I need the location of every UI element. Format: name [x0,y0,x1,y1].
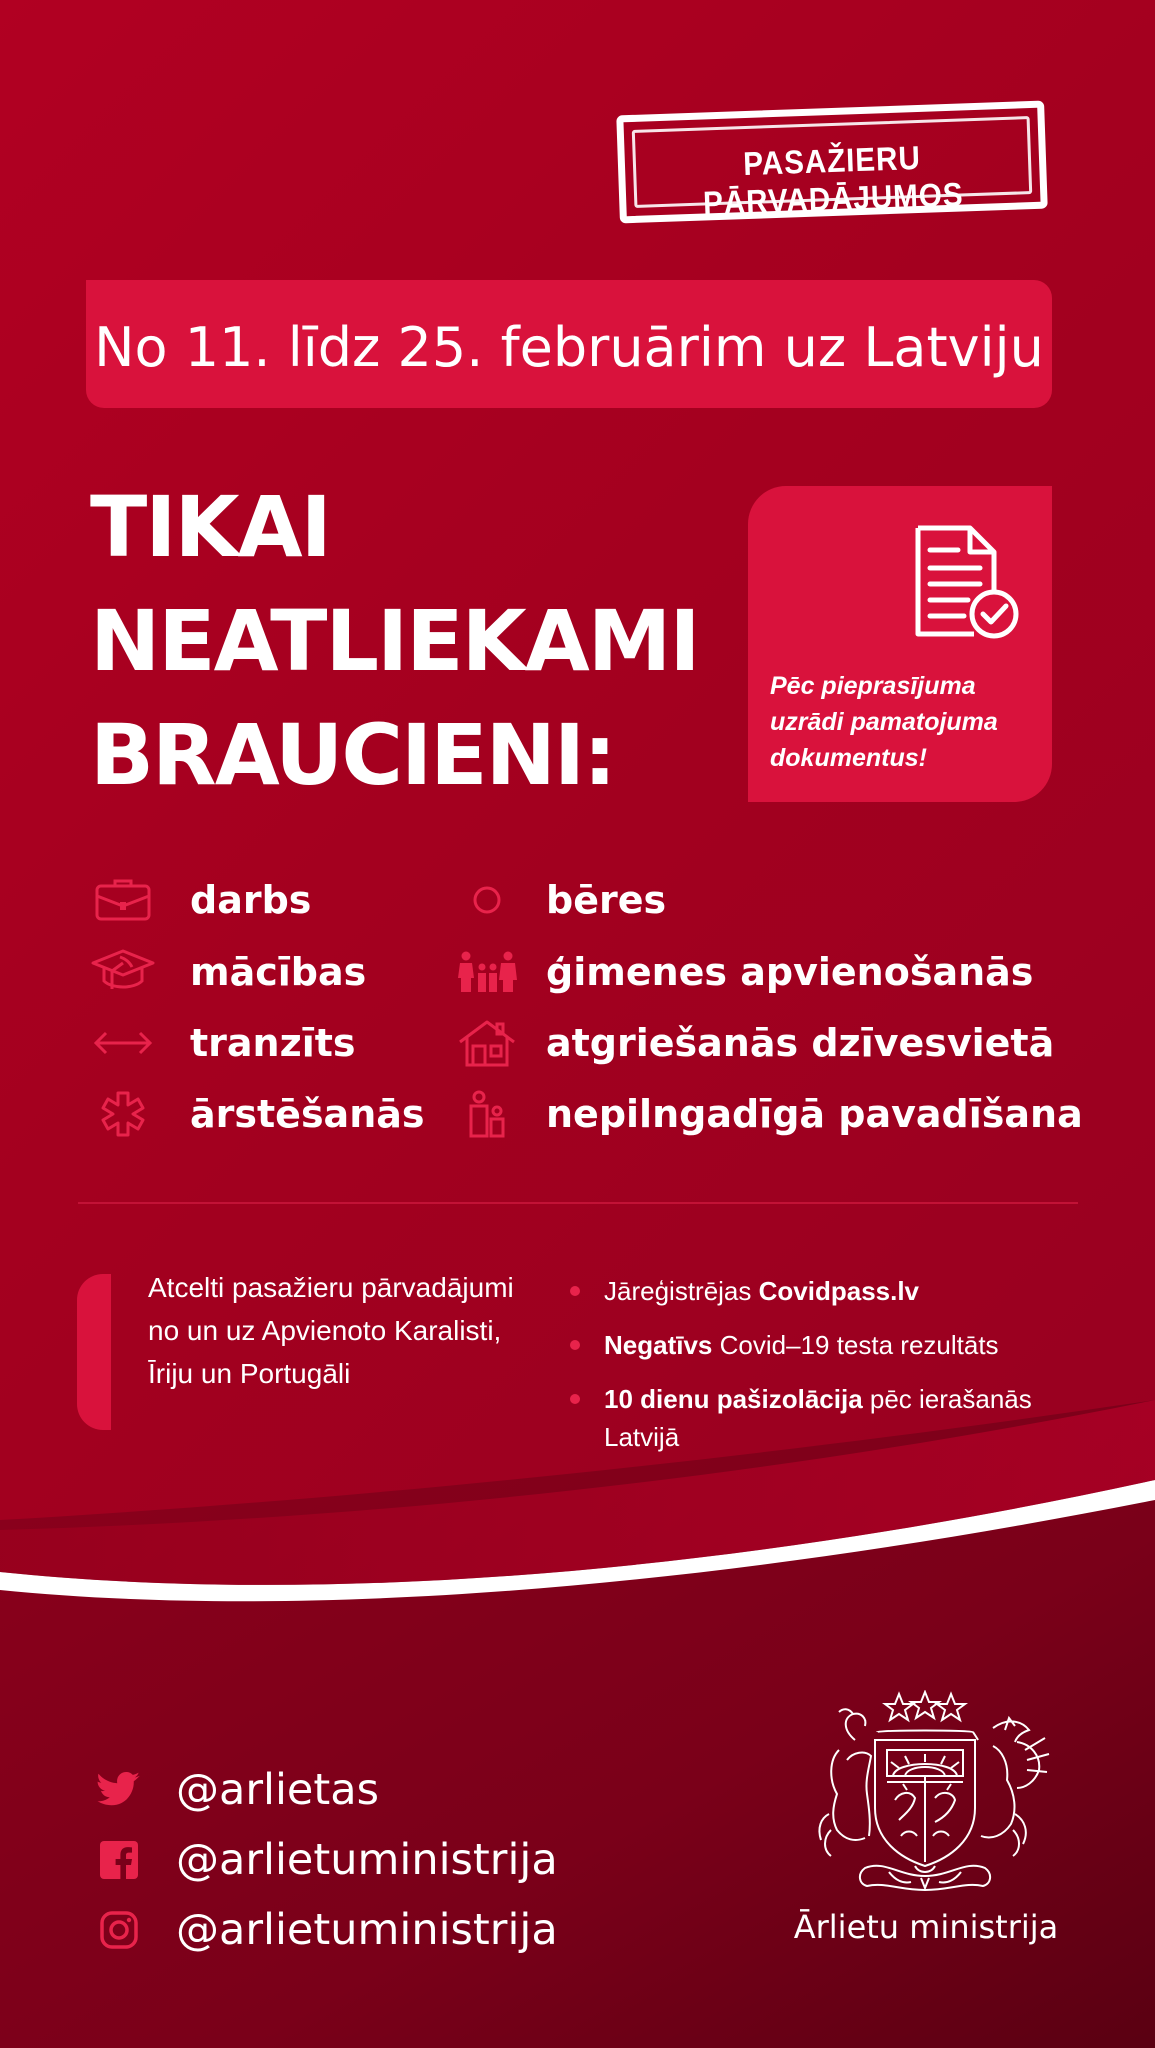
social-facebook[interactable] [96,1830,558,1890]
headline-line-2: NEATLIEKAMI [90,592,699,690]
bullet-dot [570,1394,580,1404]
requirement-item [566,1326,1086,1364]
reason-label: tranzīts [190,1021,356,1065]
stamp [616,101,1048,224]
bullet-dot [570,1286,580,1296]
requirement-text: Covid–19 testa rezultāts [712,1330,999,1360]
requirement-text: Jāreģistrējas [604,1276,759,1306]
adult-child-icon [452,1086,522,1142]
reason-tranzits [88,1013,356,1073]
document-card [748,486,1052,802]
social-twitter[interactable] [96,1760,379,1820]
document-note: Pēc pieprasījuma uzrādi pamatojuma dokumentus! [770,672,998,772]
date-banner-text: No 11. līdz 25. februārim uz Latviju [94,316,1044,379]
family-icon [452,944,522,1000]
latvia-coat-of-arms-icon [795,1690,1055,1900]
stamp-text: PASAŽIERU PĀRVADĀJUMOS [702,138,965,222]
reason-label: ģimenes apvienošanās [546,950,1034,994]
briefcase-icon [88,872,158,928]
reason-beres [452,870,666,930]
requirement-bold: Covidpass.lv [758,1276,920,1306]
requirements-list [566,1272,1086,1472]
document-check-icon [908,522,1020,642]
medical-cross-icon [88,1086,158,1142]
graduation-cap-icon [88,944,158,1000]
headline [90,470,730,812]
social-handle: @arlietas [176,1765,379,1815]
divider [78,1202,1078,1204]
reason-label: darbs [190,878,312,922]
headline-line-3: BRAUCIENI: [90,706,615,804]
reason-darbs [88,870,311,930]
social-instagram[interactable] [96,1900,558,1960]
instagram-icon [96,1907,142,1953]
reason-nepilngadiga [452,1084,1083,1144]
facebook-icon [96,1837,142,1883]
requirement-bold: 10 dienu pašizolācija [604,1384,863,1414]
twitter-icon [96,1767,142,1813]
reason-gimenes [452,942,1033,1002]
requirement-bold: Negatīvs [604,1330,713,1360]
house-icon [452,1015,522,1071]
circle-icon [452,872,522,928]
ministry-name: Ārlietu ministrija [793,1908,1059,1946]
bullet-dot [570,1340,580,1350]
date-banner [86,280,1052,408]
reason-label: bēres [546,878,667,922]
requirement-item [566,1272,1086,1310]
reason-arstesanas [88,1084,425,1144]
social-handle: @arlietuministrija [176,1835,558,1885]
reason-label: atgriešanās dzīvesvietā [546,1021,1055,1065]
reason-label: mācības [190,950,367,994]
reason-label: ārstēšanās [190,1092,425,1136]
reason-atgriesanas [452,1013,1054,1073]
reason-macibas [88,942,366,1002]
headline-line-1: TIKAI [90,478,330,576]
social-handle: @arlietuministrija [176,1905,558,1955]
requirement-text: pēc ierašanās Latvijā [604,1384,1032,1452]
requirement-item [566,1380,1086,1456]
reason-label: nepilngadīgā pavadīšana [546,1092,1083,1136]
double-arrow-icon [88,1015,158,1071]
cancellation-text: Atcelti pasažieru pārvadājumi no un uz Apvienoto Karalisti, Īriju un Portugāli [148,1272,514,1389]
accent-bar [77,1274,111,1430]
